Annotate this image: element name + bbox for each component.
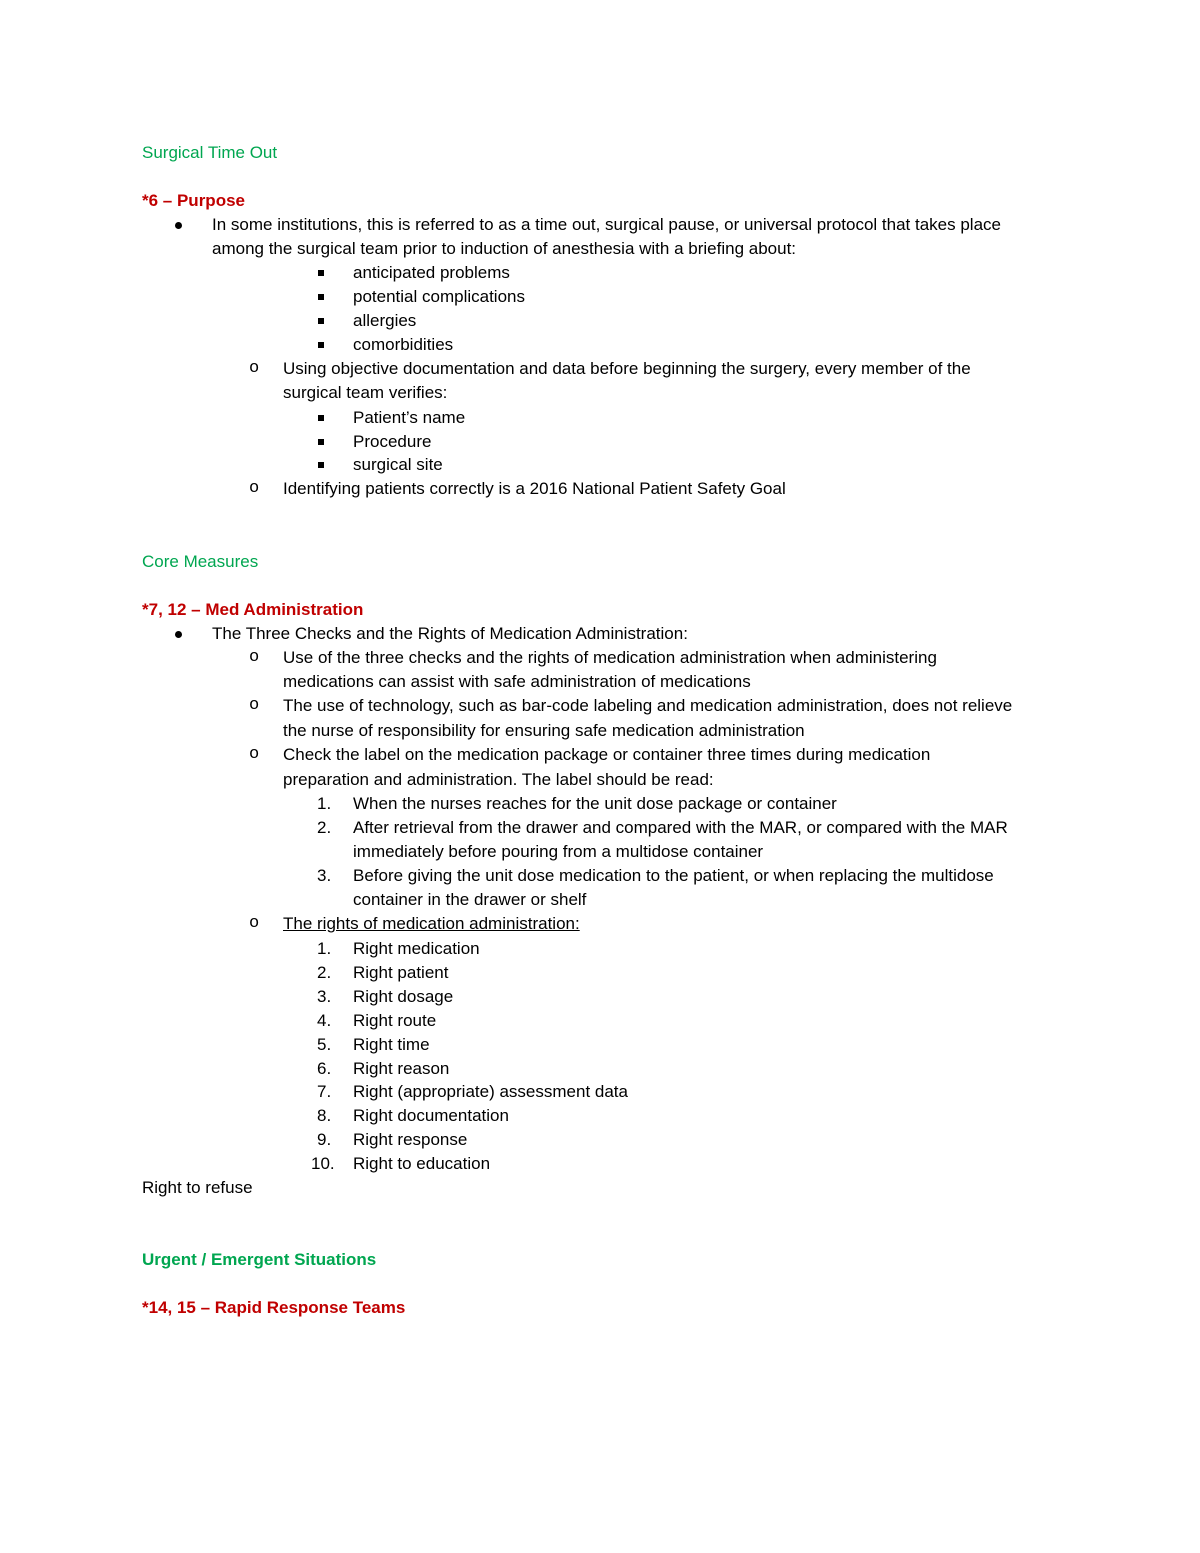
purpose-bullet-line1: In some institutions, this is referred to as a time out, surgical pause, or universal protocol that takes place xyxy=(212,215,1001,234)
verify-line1: Using objective documentation and data before beginning the surgery, every member of the xyxy=(283,359,971,378)
core-sub3-line2: preparation and administration. The label should be read: xyxy=(283,770,714,789)
check-item-line: container in the drawer or shelf xyxy=(353,890,587,909)
verify-item: Procedure xyxy=(353,432,432,451)
right-number: 2. xyxy=(317,963,332,982)
check-item-line: When the nurses reaches for the unit dose package or container xyxy=(353,794,837,813)
square-bullet xyxy=(318,294,324,300)
right-item: Right reason xyxy=(353,1059,450,1078)
purpose-bullet-line2: among the surgical team prior to induction of anesthesia with a briefing about: xyxy=(212,239,797,258)
square-bullet xyxy=(318,439,324,445)
circle-bullet: o xyxy=(249,479,260,498)
core-sub1-line2: medications can assist with safe administration of medications xyxy=(283,672,751,691)
circle-bullet: o xyxy=(249,696,260,715)
briefing-item: anticipated problems xyxy=(353,263,510,282)
right-number: 10. xyxy=(311,1154,335,1173)
check-number: 3. xyxy=(317,866,332,885)
safety-goal-line: Identifying patients correctly is a 2016 National Patient Safety Goal xyxy=(283,479,786,498)
right-number: 1. xyxy=(317,939,332,958)
core-sub1-line1: Use of the three checks and the rights of medication administration when administering xyxy=(283,648,937,667)
square-bullet xyxy=(318,318,324,324)
right-number: 8. xyxy=(317,1106,332,1125)
briefing-item: comorbidities xyxy=(353,335,454,354)
check-item-line: immediately before pouring from a multidose container xyxy=(353,842,764,861)
verify-item: Patient’s name xyxy=(353,408,466,427)
check-item-line: After retrieval from the drawer and compared with the MAR, or compared with the MAR xyxy=(353,818,1008,837)
right-number: 4. xyxy=(317,1011,332,1030)
right-item: Right to education xyxy=(353,1154,491,1173)
subheading-purpose: *6 – Purpose xyxy=(142,191,245,210)
rights-heading: The rights of medication administration: xyxy=(283,914,580,933)
right-item: Right patient xyxy=(353,963,449,982)
right-item: Right medication xyxy=(353,939,480,958)
circle-bullet: o xyxy=(249,745,260,764)
bullet-dot xyxy=(175,631,182,638)
circle-bullet: o xyxy=(249,359,260,378)
subheading-rapid-response: *14, 15 – Rapid Response Teams xyxy=(142,1298,406,1317)
section-title-urgent: Urgent / Emergent Situations xyxy=(142,1250,377,1269)
subheading-med-administration: *7, 12 – Med Administration xyxy=(142,600,364,619)
right-number: 9. xyxy=(317,1130,332,1149)
section-title-core-measures: Core Measures xyxy=(142,552,259,571)
circle-bullet: o xyxy=(249,648,260,667)
section-title-surgical-time-out: Surgical Time Out xyxy=(142,143,278,162)
three-checks-bullet: The Three Checks and the Rights of Medication Administration: xyxy=(212,624,688,643)
core-sub3-line1: Check the label on the medication package or container three times during medication xyxy=(283,745,931,764)
circle-bullet: o xyxy=(249,914,260,933)
right-item: Right (appropriate) assessment data xyxy=(353,1082,628,1101)
right-to-refuse: Right to refuse xyxy=(142,1178,253,1197)
square-bullet xyxy=(318,270,324,276)
right-item: Right dosage xyxy=(353,987,454,1006)
briefing-item: potential complications xyxy=(353,287,525,306)
right-item: Right time xyxy=(353,1035,430,1054)
right-number: 5. xyxy=(317,1035,332,1054)
verify-item: surgical site xyxy=(353,455,443,474)
core-sub2-line1: The use of technology, such as bar-code labeling and medication administration, does not relieve xyxy=(283,696,1013,715)
briefing-item: allergies xyxy=(353,311,417,330)
right-item: Right response xyxy=(353,1130,468,1149)
check-number: 1. xyxy=(317,794,332,813)
right-item: Right documentation xyxy=(353,1106,509,1125)
right-number: 7. xyxy=(317,1082,332,1101)
right-number: 3. xyxy=(317,987,332,1006)
right-number: 6. xyxy=(317,1059,332,1078)
right-item: Right route xyxy=(353,1011,437,1030)
verify-line2: surgical team verifies: xyxy=(283,383,448,402)
square-bullet xyxy=(318,342,324,348)
square-bullet xyxy=(318,415,324,421)
check-number: 2. xyxy=(317,818,332,837)
check-item-line: Before giving the unit dose medication to the patient, or when replacing the multidose xyxy=(353,866,994,885)
bullet-dot xyxy=(175,222,182,229)
square-bullet xyxy=(318,462,324,468)
core-sub2-line2: the nurse of responsibility for ensuring safe medication administration xyxy=(283,721,805,740)
